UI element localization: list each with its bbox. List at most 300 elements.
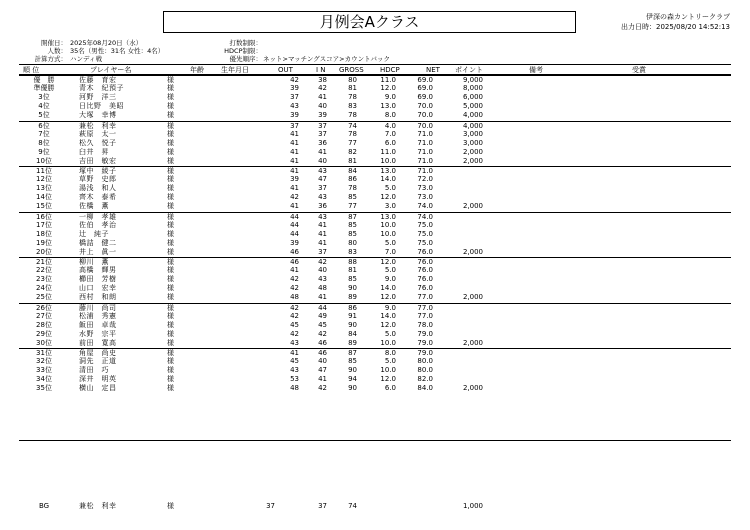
out-score: 44 xyxy=(290,229,299,238)
in-score: 38 xyxy=(318,76,327,84)
gross-score: 87 xyxy=(348,349,357,357)
honorific: 様 xyxy=(167,366,174,375)
rank: 13位 xyxy=(36,184,52,193)
table-row xyxy=(19,366,731,375)
hdcp: 10.0 xyxy=(380,156,396,165)
out-score: 41 xyxy=(290,129,299,138)
bg-rank: BG xyxy=(38,502,50,510)
net-score: 80.0 xyxy=(417,366,433,375)
in-score: 39 xyxy=(318,111,327,120)
player-name: 草野 史郎 xyxy=(79,175,117,184)
rank: 31位 xyxy=(36,349,52,357)
out-score: 42 xyxy=(290,329,299,338)
out-score: 42 xyxy=(290,275,299,284)
rank: 22位 xyxy=(36,266,52,275)
honorific: 様 xyxy=(167,338,174,347)
honorific: 様 xyxy=(167,311,174,320)
net-score: 76.0 xyxy=(417,247,433,256)
player-name: 高橋 輝男 xyxy=(79,266,117,275)
honorific: 様 xyxy=(167,76,174,84)
honorific: 様 xyxy=(167,357,174,366)
table-row xyxy=(19,348,731,357)
in-score: 41 xyxy=(318,238,327,247)
rank: 20位 xyxy=(36,247,52,256)
honorific: 様 xyxy=(167,320,174,329)
honorific: 様 xyxy=(167,329,174,338)
out-score: 44 xyxy=(290,212,299,221)
player-name: 山口 宏幸 xyxy=(79,284,117,293)
gross-score: 85 xyxy=(348,193,357,202)
out-score: 39 xyxy=(290,175,299,184)
out-score: 42 xyxy=(290,303,299,312)
table-row xyxy=(19,339,731,348)
in-score: 43 xyxy=(318,193,327,202)
honorific: 様 xyxy=(167,258,174,266)
rank: 11位 xyxy=(36,167,52,175)
table-row xyxy=(19,102,731,111)
net-score: 74.0 xyxy=(417,212,433,221)
table-row xyxy=(19,184,731,193)
honorific: 様 xyxy=(167,93,174,102)
player-name: 佐藤 育宏 xyxy=(79,76,117,84)
gross-score: 91 xyxy=(348,311,357,320)
honorific: 様 xyxy=(167,121,174,130)
net-score: 72.0 xyxy=(417,175,433,184)
table-row xyxy=(19,75,731,84)
net-score: 76.0 xyxy=(417,275,433,284)
hdcp: 5.0 xyxy=(384,266,396,275)
honorific: 様 xyxy=(167,193,174,202)
player-name: 水野 宗平 xyxy=(79,329,117,338)
info-priority xyxy=(0,54,500,64)
out-score: 48 xyxy=(290,384,299,393)
net-score: 78.0 xyxy=(417,320,433,329)
gross-score: 78 xyxy=(348,93,357,102)
table-row xyxy=(19,221,731,230)
table-row xyxy=(19,312,731,321)
out-score: 46 xyxy=(290,258,299,266)
out-score: 39 xyxy=(290,111,299,120)
in-score: 43 xyxy=(318,167,327,175)
points: 3,000 xyxy=(462,129,483,138)
gross-score: 81 xyxy=(348,266,357,275)
table-row xyxy=(19,93,731,102)
player-name: 兼松 利幸 xyxy=(79,121,117,130)
gross-score: 90 xyxy=(348,284,357,293)
points: 4,000 xyxy=(462,111,483,120)
honorific: 様 xyxy=(167,111,174,120)
table-row xyxy=(19,212,731,221)
in-score: 40 xyxy=(318,102,327,111)
rank: 4位 xyxy=(38,102,50,111)
gross-score: 80 xyxy=(348,76,357,84)
in-score: 41 xyxy=(318,375,327,384)
col-prize: 受賞 xyxy=(632,66,646,74)
table-row xyxy=(19,266,731,275)
bg-honorific: 様 xyxy=(167,502,174,510)
honorific: 様 xyxy=(167,238,174,247)
player-name: 洞先 正道 xyxy=(79,357,117,366)
printed-at: 出力日時：2025/08/20 14:52:13 xyxy=(620,23,730,31)
table-row xyxy=(19,148,731,157)
net-score: 82.0 xyxy=(417,375,433,384)
player-name: 萩原 太一 xyxy=(79,129,117,138)
rank: 27位 xyxy=(36,311,52,320)
net-score: 69.0 xyxy=(417,93,433,102)
honorific: 様 xyxy=(167,303,174,312)
player-name: 櫛田 芳樹 xyxy=(79,275,117,284)
honorific: 様 xyxy=(167,138,174,147)
gross-score: 77 xyxy=(348,138,357,147)
hdcp: 9.0 xyxy=(384,303,396,312)
player-name: 清田 巧 xyxy=(79,366,109,375)
table-row xyxy=(19,230,731,239)
gross-score: 94 xyxy=(348,375,357,384)
hdcp: 12.0 xyxy=(380,84,396,93)
table-row xyxy=(19,284,731,293)
player-name: 一柳 孝雄 xyxy=(79,212,117,221)
points: 5,000 xyxy=(462,102,483,111)
hdcp: 13.0 xyxy=(380,212,396,221)
gross-score: 81 xyxy=(348,84,357,93)
net-score: 71.0 xyxy=(417,138,433,147)
gross-score: 84 xyxy=(348,167,357,175)
gross-score: 82 xyxy=(348,147,357,156)
points: 2,000 xyxy=(462,202,483,211)
table-row xyxy=(19,121,731,130)
out-score: 41 xyxy=(290,156,299,165)
in-score: 40 xyxy=(318,357,327,366)
gross-score: 90 xyxy=(348,384,357,393)
rank: 35位 xyxy=(36,384,52,393)
out-score: 46 xyxy=(290,247,299,256)
net-score: 69.0 xyxy=(417,76,433,84)
table-row xyxy=(19,130,731,139)
rank: 32位 xyxy=(36,357,52,366)
net-score: 76.0 xyxy=(417,266,433,275)
net-score: 80.0 xyxy=(417,357,433,366)
player-name: 橋詰 健二 xyxy=(79,238,117,247)
rank: 30位 xyxy=(36,338,52,347)
gross-score: 83 xyxy=(348,102,357,111)
hdcp: 8.0 xyxy=(384,349,396,357)
info-hdcp-label: HDCP制限： xyxy=(224,47,262,55)
gross-score: 78 xyxy=(348,184,357,193)
net-score: 79.0 xyxy=(417,349,433,357)
out-score: 39 xyxy=(290,238,299,247)
hdcp: 12.0 xyxy=(380,258,396,266)
rank: 28位 xyxy=(36,320,52,329)
honorific: 様 xyxy=(167,220,174,229)
info-priority-label: 優先順序： xyxy=(229,55,262,63)
out-score: 41 xyxy=(290,147,299,156)
net-score: 75.0 xyxy=(417,238,433,247)
table-row xyxy=(19,303,731,312)
info-date-value: 2025年08月20日（水） xyxy=(70,39,143,47)
points: 2,000 xyxy=(462,384,483,393)
rank: 6位 xyxy=(38,121,50,130)
out-score: 43 xyxy=(290,338,299,347)
out-score: 42 xyxy=(290,284,299,293)
player-name: 藤川 尚司 xyxy=(79,303,117,312)
gross-score: 83 xyxy=(348,247,357,256)
net-score: 77.0 xyxy=(417,303,433,312)
gross-score: 89 xyxy=(348,293,357,302)
net-score: 70.0 xyxy=(417,102,433,111)
in-score: 41 xyxy=(318,147,327,156)
gross-score: 85 xyxy=(348,220,357,229)
gross-score: 89 xyxy=(348,338,357,347)
net-score: 71.0 xyxy=(417,129,433,138)
hdcp: 3.0 xyxy=(384,202,396,211)
rank: 14位 xyxy=(36,193,52,202)
bg-age: 37 xyxy=(266,502,275,510)
points: 9,000 xyxy=(462,76,483,84)
gross-score: 86 xyxy=(348,175,357,184)
table-row xyxy=(19,175,731,184)
hdcp: 14.0 xyxy=(380,284,396,293)
gross-score: 86 xyxy=(348,303,357,312)
in-score: 40 xyxy=(318,156,327,165)
hdcp: 12.0 xyxy=(380,193,396,202)
out-score: 53 xyxy=(290,375,299,384)
hdcp: 11.0 xyxy=(380,147,396,156)
net-score: 75.0 xyxy=(417,220,433,229)
gross-score: 88 xyxy=(348,258,357,266)
info-count-value: 35名（男性：31名 女性：4名） xyxy=(70,47,165,55)
in-score: 42 xyxy=(318,384,327,393)
table-row xyxy=(19,357,731,366)
gross-score: 80 xyxy=(348,238,357,247)
player-name: 飯田 卓哉 xyxy=(79,320,117,329)
in-score: 46 xyxy=(318,338,327,347)
bg-in: 74 xyxy=(348,502,357,510)
player-name: 深井 明英 xyxy=(79,375,117,384)
honorific: 様 xyxy=(167,84,174,93)
net-score: 75.0 xyxy=(417,229,433,238)
gross-score: 78 xyxy=(348,111,357,120)
honorific: 様 xyxy=(167,129,174,138)
gross-score: 74 xyxy=(348,121,357,130)
net-score: 71.0 xyxy=(417,156,433,165)
info-date-label: 開催日： xyxy=(41,39,67,47)
hdcp: 6.0 xyxy=(384,138,396,147)
honorific: 様 xyxy=(167,284,174,293)
in-score: 37 xyxy=(318,184,327,193)
player-name: 齊木 泰希 xyxy=(79,193,117,202)
points: 8,000 xyxy=(462,84,483,93)
player-name: 角屋 尚史 xyxy=(79,349,117,357)
rank: 18位 xyxy=(36,229,52,238)
net-score: 73.0 xyxy=(417,193,433,202)
points: 2,000 xyxy=(462,247,483,256)
hdcp: 12.0 xyxy=(380,293,396,302)
hdcp: 10.0 xyxy=(380,338,396,347)
rank: 23位 xyxy=(36,275,52,284)
points: 6,000 xyxy=(462,93,483,102)
gross-score: 81 xyxy=(348,156,357,165)
table-header xyxy=(19,64,731,75)
in-score: 43 xyxy=(318,212,327,221)
table-row xyxy=(19,84,731,93)
out-score: 43 xyxy=(290,366,299,375)
player-name: 塚中 綾子 xyxy=(79,167,117,175)
hdcp: 10.0 xyxy=(380,220,396,229)
col-gross: GROSS xyxy=(339,66,364,74)
player-name: 井上 眞一 xyxy=(79,247,117,256)
info-count-label: 人数： xyxy=(47,47,67,55)
out-score: 41 xyxy=(290,138,299,147)
rank: 19位 xyxy=(36,238,52,247)
hdcp: 12.0 xyxy=(380,375,396,384)
honorific: 様 xyxy=(167,184,174,193)
honorific: 様 xyxy=(167,229,174,238)
player-name: 吉田 敏宏 xyxy=(79,156,117,165)
table-row xyxy=(19,384,731,393)
player-name: 大塚 幸博 xyxy=(79,111,117,120)
table-row xyxy=(19,239,731,248)
honorific: 様 xyxy=(167,212,174,221)
honorific: 様 xyxy=(167,167,174,175)
out-score: 43 xyxy=(290,102,299,111)
rank: 3位 xyxy=(38,93,50,102)
best-gross-row xyxy=(19,502,731,512)
rank: 26位 xyxy=(36,303,52,312)
out-score: 42 xyxy=(290,311,299,320)
in-score: 42 xyxy=(318,258,327,266)
net-score: 71.0 xyxy=(417,147,433,156)
gross-score: 84 xyxy=(348,329,357,338)
honorific: 様 xyxy=(167,375,174,384)
rank: 33位 xyxy=(36,366,52,375)
gross-score: 85 xyxy=(348,275,357,284)
hdcp: 14.0 xyxy=(380,175,396,184)
player-name: 松浦 秀憲 xyxy=(79,311,117,320)
in-score: 41 xyxy=(318,229,327,238)
out-score: 41 xyxy=(290,184,299,193)
player-name: 日比野 美昭 xyxy=(79,102,124,111)
info-priority-value: ネット>マッチングスコア>カウントバック xyxy=(263,55,390,63)
player-name: 青木 紀預子 xyxy=(79,84,124,93)
col-net: NET xyxy=(426,66,440,74)
hdcp: 9.0 xyxy=(384,275,396,284)
table-row xyxy=(19,157,731,166)
gross-score: 78 xyxy=(348,129,357,138)
hdcp: 13.0 xyxy=(380,167,396,175)
net-score: 79.0 xyxy=(417,329,433,338)
col-age: 年齢 xyxy=(190,66,204,74)
table-bottom-border xyxy=(19,440,731,441)
points: 3,000 xyxy=(462,138,483,147)
out-score: 41 xyxy=(290,202,299,211)
hdcp: 14.0 xyxy=(380,311,396,320)
out-score: 41 xyxy=(290,349,299,357)
honorific: 様 xyxy=(167,175,174,184)
player-name: 松久 悦子 xyxy=(79,138,117,147)
rank: 24位 xyxy=(36,284,52,293)
points: 2,000 xyxy=(462,147,483,156)
player-name: 前田 寛高 xyxy=(79,338,117,347)
net-score: 70.0 xyxy=(417,121,433,130)
table-row xyxy=(19,330,731,339)
out-score: 39 xyxy=(290,84,299,93)
table-row xyxy=(19,257,731,266)
player-name: 辻 純子 xyxy=(79,229,109,238)
hdcp: 5.0 xyxy=(384,329,396,338)
hdcp: 7.0 xyxy=(384,129,396,138)
in-score: 37 xyxy=(318,247,327,256)
hdcp: 4.0 xyxy=(384,121,396,130)
table-row xyxy=(19,275,731,284)
net-score: 79.0 xyxy=(417,338,433,347)
out-score: 42 xyxy=(290,193,299,202)
gross-score: 87 xyxy=(348,212,357,221)
out-score: 45 xyxy=(290,357,299,366)
hdcp: 13.0 xyxy=(380,102,396,111)
in-score: 36 xyxy=(318,138,327,147)
col-birthday: 生年月日 xyxy=(221,66,249,74)
hdcp: 9.0 xyxy=(384,93,396,102)
bg-out: 37 xyxy=(318,502,327,510)
col-player: プレイヤー名 xyxy=(90,66,132,74)
hdcp: 8.0 xyxy=(384,111,396,120)
gross-score: 85 xyxy=(348,229,357,238)
rank: 21位 xyxy=(36,258,52,266)
rank: 準優勝 xyxy=(33,84,55,93)
honorific: 様 xyxy=(167,147,174,156)
out-score: 45 xyxy=(290,320,299,329)
table-row xyxy=(19,139,731,148)
table-row xyxy=(19,166,731,175)
gross-score: 77 xyxy=(348,202,357,211)
points: 4,000 xyxy=(462,121,483,130)
honorific: 様 xyxy=(167,349,174,357)
net-score: 76.0 xyxy=(417,284,433,293)
in-score: 45 xyxy=(318,320,327,329)
hdcp: 5.0 xyxy=(384,357,396,366)
hdcp: 12.0 xyxy=(380,320,396,329)
hdcp: 5.0 xyxy=(384,238,396,247)
gross-score: 85 xyxy=(348,357,357,366)
player-name: 佐伯 孝治 xyxy=(79,220,117,229)
player-name: 横山 定昌 xyxy=(79,384,117,393)
hdcp: 11.0 xyxy=(380,76,396,84)
in-score: 42 xyxy=(318,84,327,93)
out-score: 37 xyxy=(290,93,299,102)
points: 2,000 xyxy=(462,338,483,347)
points: 2,000 xyxy=(462,293,483,302)
table-row xyxy=(19,375,731,384)
rank: 7位 xyxy=(38,129,50,138)
col-rank: 順 位 xyxy=(23,66,40,74)
player-name: 柳川 薫 xyxy=(79,258,109,266)
honorific: 様 xyxy=(167,202,174,211)
rank: 15位 xyxy=(36,202,52,211)
gross-score: 90 xyxy=(348,320,357,329)
net-score: 70.0 xyxy=(417,111,433,120)
in-score: 44 xyxy=(318,303,327,312)
table-row xyxy=(19,193,731,202)
info-strokes-label: 打数制限： xyxy=(229,39,262,47)
in-score: 41 xyxy=(318,93,327,102)
table-row xyxy=(19,293,731,302)
rank: 29位 xyxy=(36,329,52,338)
net-score: 71.0 xyxy=(417,167,433,175)
rank: 優 勝 xyxy=(33,76,55,84)
out-score: 42 xyxy=(290,76,299,84)
player-name: 佐橋 薫 xyxy=(79,202,109,211)
col-out: OUT xyxy=(278,66,293,74)
